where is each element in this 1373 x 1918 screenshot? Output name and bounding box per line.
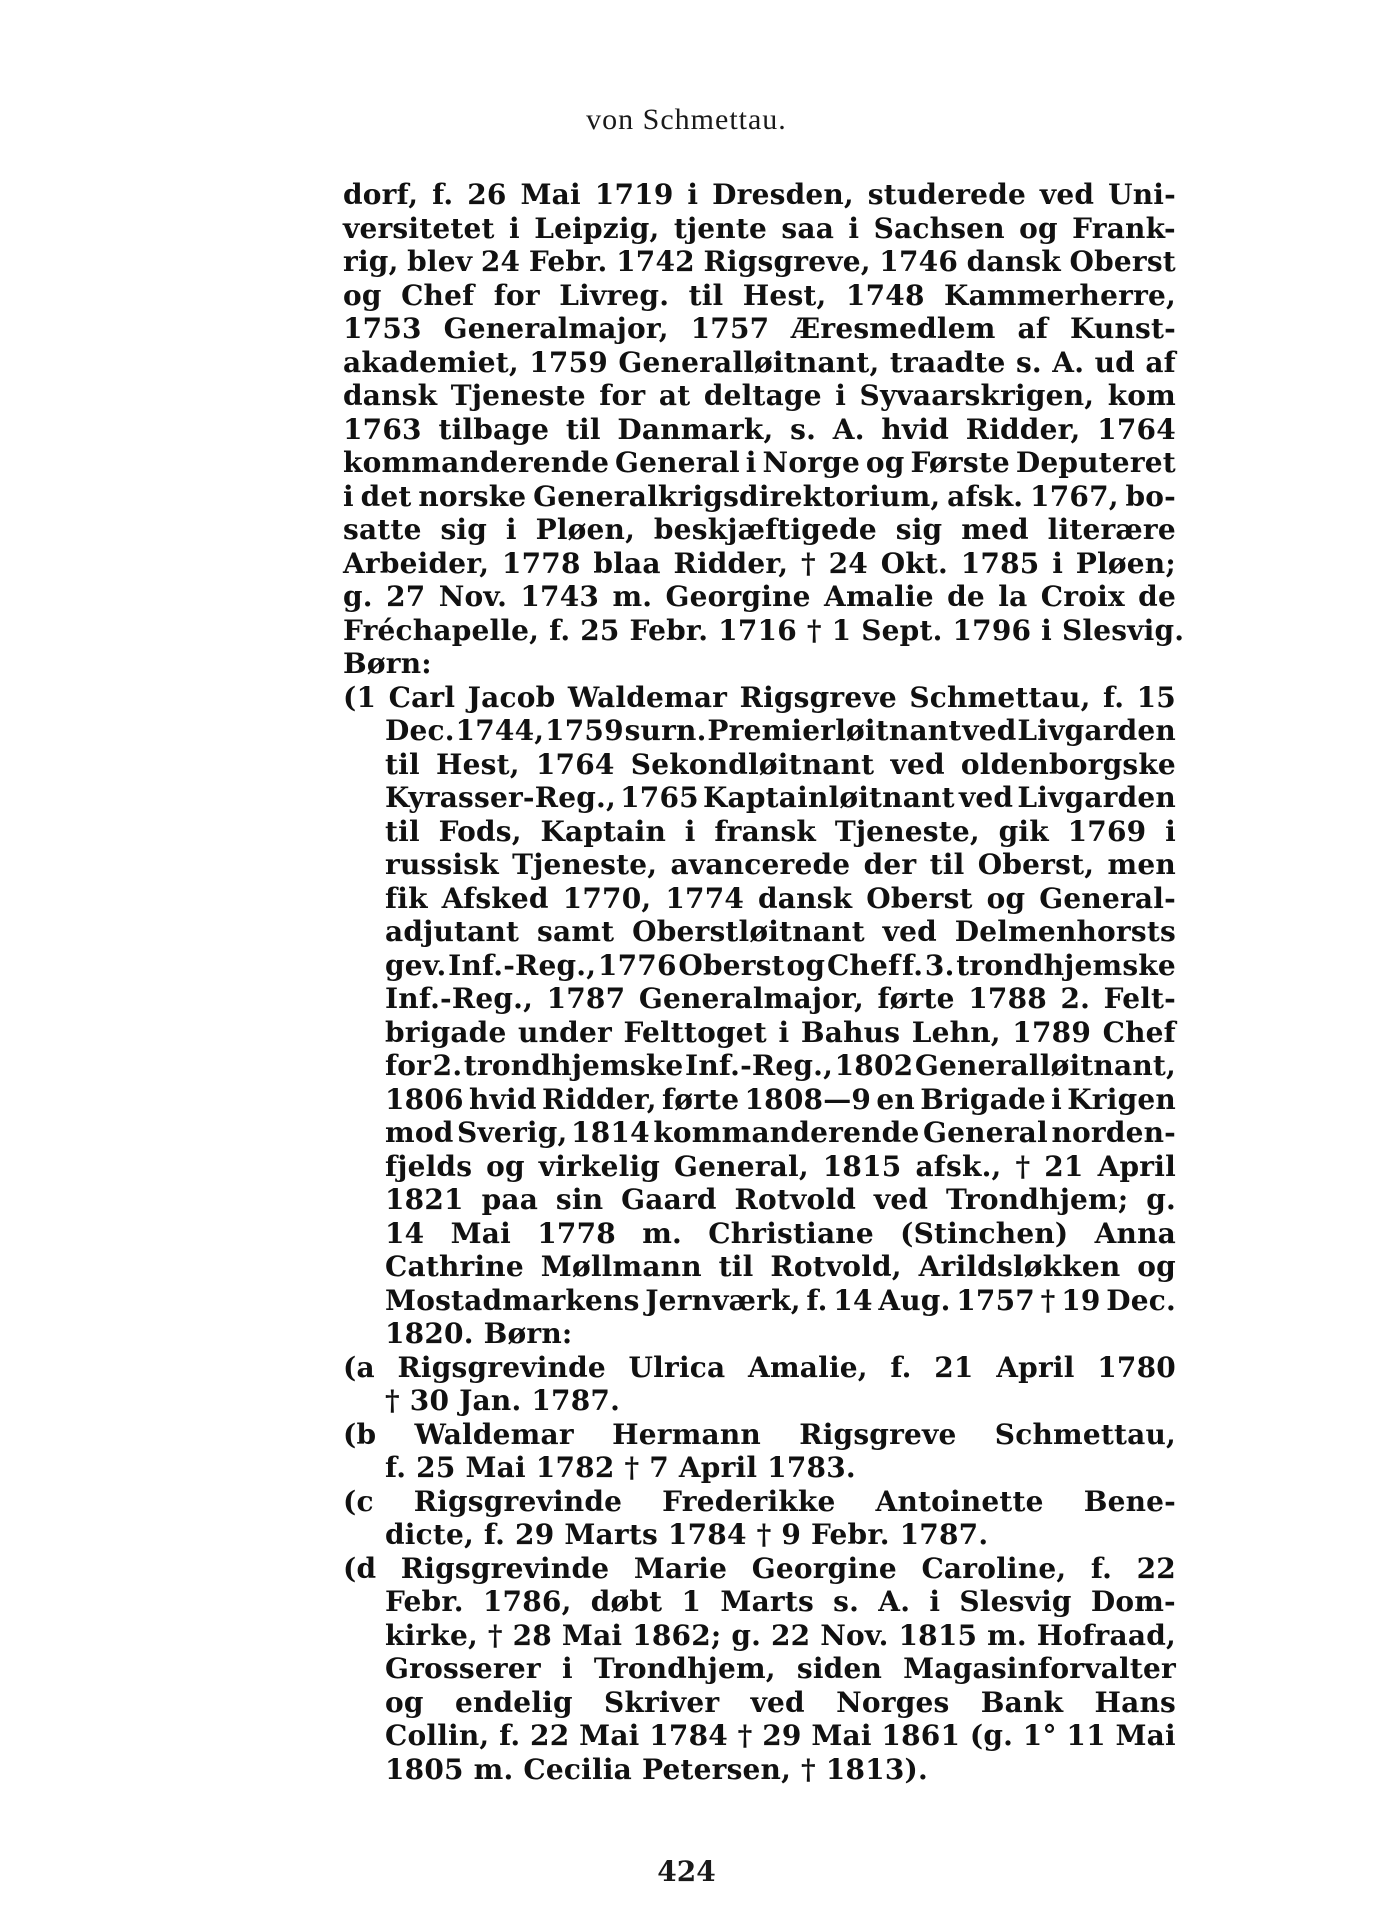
text-line: (c Rigsgrevinde Frederikke Antoinette Bene-	[343, 1484, 1176, 1518]
text-line: russisk Tjeneste, avancerede der til Oberst, men	[385, 848, 1176, 881]
text-line: dansk Tjeneste for at deltage i Syvaarskrigen, kom	[343, 379, 1176, 412]
text-line: (d Rigsgrevinde Marie Georgine Caroline, f. 22	[343, 1551, 1176, 1585]
text-line: 1805 m. Cecilia Petersen, † 1813).	[385, 1752, 928, 1786]
text-line: kirke, † 28 Mai 1862; g. 22 Nov. 1815 m. Hofraad,	[385, 1618, 1176, 1652]
text-line: kommanderende General i Norge og Første Deputeret	[343, 446, 1176, 479]
text-line: 1763 tilbage til Danmark, s. A. hvid Ridder, 1764	[343, 412, 1176, 446]
text-line: rig, blev 24 Febr. 1742 Rigsgreve, 1746 dansk Oberst	[343, 245, 1176, 278]
text-line: 1821 paa sin Gaard Rotvold ved Trondhjem; g.	[385, 1183, 1176, 1216]
text-line: Inf.-Reg., 1787 Generalmajor, førte 1788 2. Felt-	[385, 982, 1176, 1015]
text-line: Dec. 1744, 1759 surn. Premierløitnant ved Livgarden	[385, 714, 1176, 747]
text-line: (b Waldemar Hermann Rigsgreve Schmettau,	[343, 1417, 1176, 1451]
text-line: Febr. 1786, døbt 1 Marts s. A. i Slesvig Dom-	[385, 1585, 1176, 1618]
body-text	[343, 178, 1185, 1786]
text-line: Cathrine Møllmann til Rotvold, Arildsløkken og	[385, 1250, 1176, 1283]
text-line: og endelig Skriver ved Norges Bank Hans	[385, 1685, 1176, 1719]
text-line: og Chef for Livreg. til Hest, 1748 Kammerherre,	[343, 278, 1176, 312]
text-line: akademiet, 1759 Generalløitnant, traadte s. A. ud af	[343, 345, 1176, 379]
text-line: Fréchapelle, f. 25 Febr. 1716 † 1 Sept. 1796 i Slesvig.	[343, 613, 1185, 647]
text-line: Grosserer i Trondhjem, siden Magasinforvalter	[385, 1652, 1176, 1685]
text-line: Kyrasser-Reg., 1765 Kaptainløitnant ved Livgarden	[385, 781, 1176, 814]
text-line: dicte, f. 29 Marts 1784 † 9 Febr. 1787.	[385, 1518, 989, 1551]
text-line: Mostadmarkens Jernværk, f. 14 Aug. 1757 † 19 Dec.	[385, 1283, 1176, 1317]
text-line: til Fods, Kaptain i fransk Tjeneste, gik 1769 i	[385, 814, 1176, 848]
text-line: (1 Carl Jacob Waldemar Rigsgreve Schmettau, f. 15	[343, 680, 1176, 714]
text-line: satte sig i Pløen, beskjæftigede sig med literære	[343, 513, 1176, 546]
text-line: 1806 hvid Ridder, førte 1808—9 en Brigade i Krigen	[385, 1082, 1176, 1116]
text-line: (a Rigsgrevinde Ulrica Amalie, f. 21 April 1780	[343, 1350, 1176, 1384]
text-line: g. 27 Nov. 1743 m. Georgine Amalie de la Croix de	[343, 580, 1176, 613]
running-header: von Schmettau.	[586, 103, 787, 136]
text-line: f. 25 Mai 1782 † 7 April 1783.	[385, 1451, 856, 1484]
text-line: 1820. Børn:	[385, 1317, 573, 1350]
text-line: gev. Inf.-Reg., 1776 Oberst og Chef f. 3. trondhjemske	[385, 948, 1176, 982]
text-line: for 2. trondhjemske Inf.-Reg., 1802 Generalløitnant,	[385, 1049, 1176, 1082]
text-line: † 30 Jan. 1787.	[385, 1384, 621, 1417]
text-line: Collin, f. 22 Mai 1784 † 29 Mai 1861 (g. 1° 11 Mai	[385, 1719, 1176, 1752]
text-line: 1753 Generalmajor, 1757 Æresmedlem af Kunst-	[343, 312, 1176, 345]
text-line: brigade under Felttoget i Bahus Lehn, 1789 Chef	[385, 1015, 1176, 1049]
text-line: fik Afsked 1770, 1774 dansk Oberst og General-	[385, 881, 1176, 915]
text-line: dorf, f. 26 Mai 1719 i Dresden, studerede ved Uni-	[343, 178, 1176, 211]
text-line: mod Sverig, 1814 kommanderende General norden-	[385, 1116, 1176, 1149]
text-line: 14 Mai 1778 m. Christiane (Stinchen) Anna	[385, 1216, 1176, 1250]
page-number: 424	[657, 1855, 716, 1888]
text-line: fjelds og virkelig General, 1815 afsk., † 21 April	[385, 1149, 1176, 1183]
text-line: Arbeider, 1778 blaa Ridder, † 24 Okt. 1785 i Pløen;	[343, 546, 1176, 580]
text-line: Børn:	[343, 647, 432, 680]
text-line: adjutant samt Oberstløitnant ved Delmenhorsts	[385, 915, 1176, 948]
text-line: til Hest, 1764 Sekondløitnant ved oldenborgske	[385, 747, 1176, 781]
text-line: i det norske Generalkrigsdirektorium, afsk. 1767, bo-	[343, 479, 1176, 513]
text-line: versitetet i Leipzig, tjente saa i Sachsen og Frank-	[343, 211, 1176, 245]
